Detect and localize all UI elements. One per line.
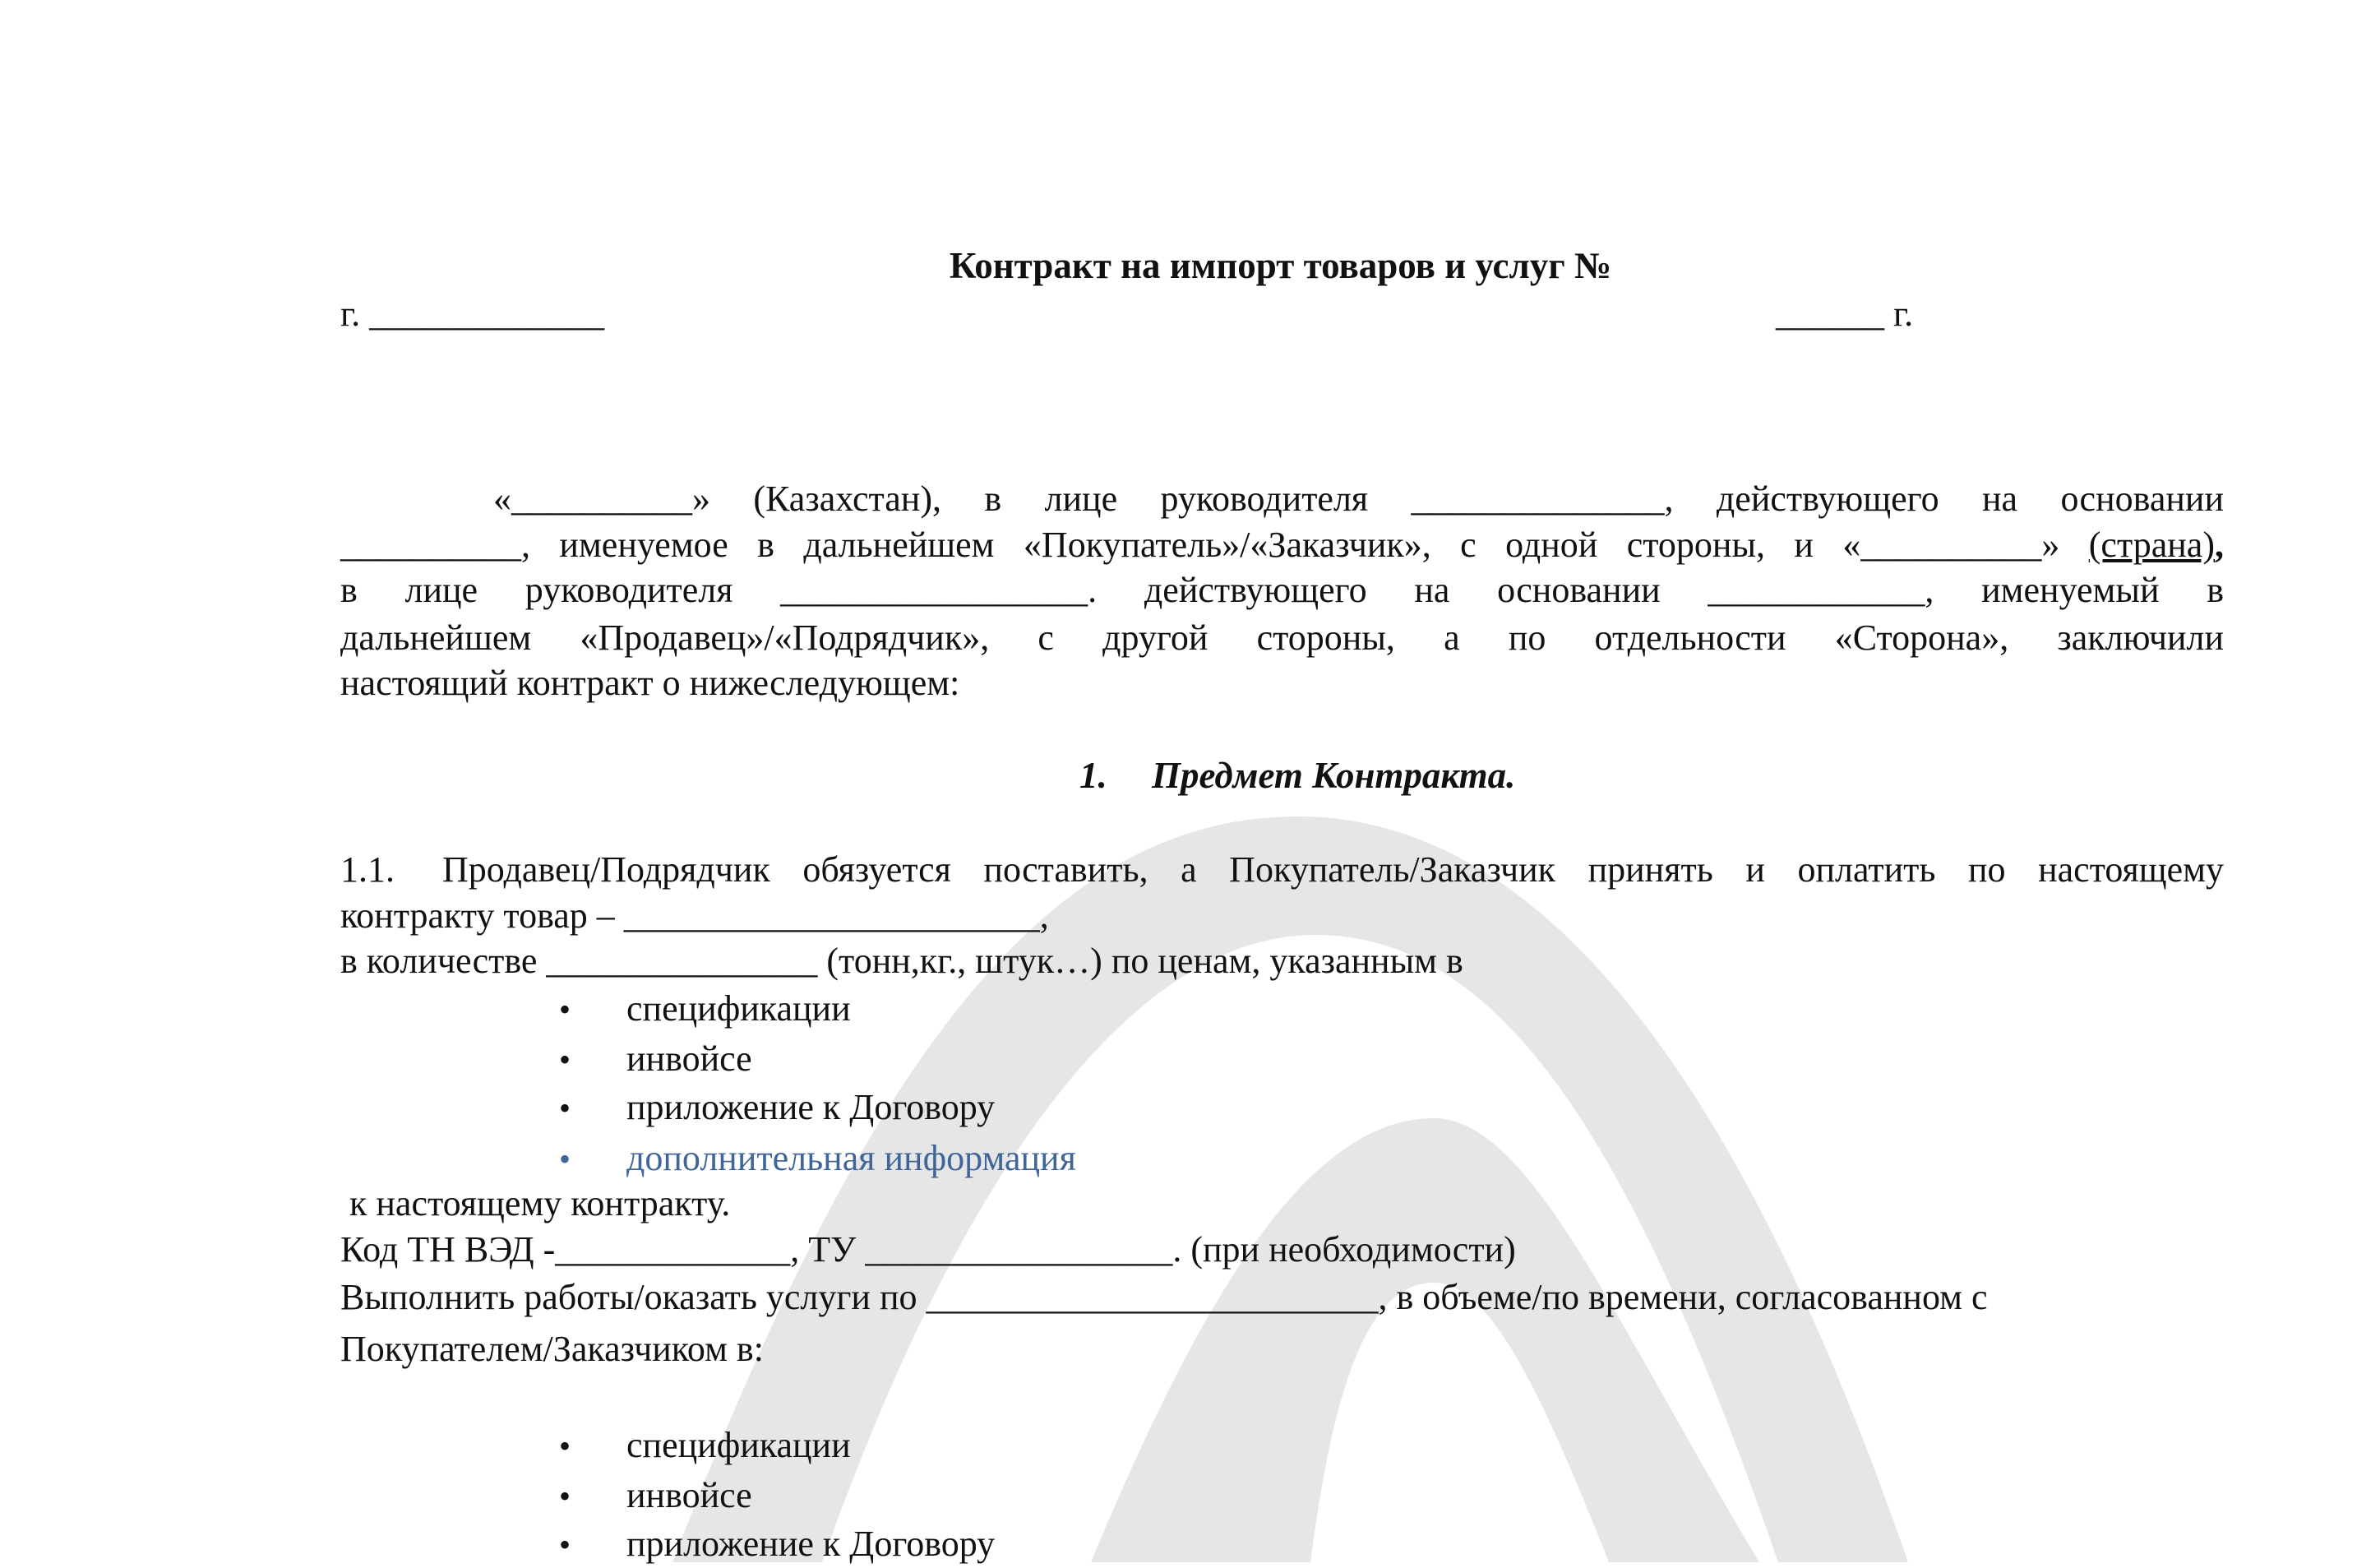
bullet-icon: • [559,1478,571,1515]
preamble-line-2 [340,522,2224,568]
bullet-icon: • [559,1089,571,1126]
bullet-icon: • [559,1427,571,1464]
clause-1-1-text-1: Продавец/Подрядчик обязуется поставить, а Покупатель/Заказчик принять и оплатить по настоящему [442,849,2224,890]
bullet-icon: • [559,1140,571,1177]
bullet-icon: • [559,991,571,1028]
works-line: Выполнить работы/оказать услуги по _________________________, в объеме/по времени, согласованном с [340,1277,1988,1317]
preamble-text-2c: , [2215,525,2224,565]
list-1-item-highlighted [559,1136,1076,1182]
works-line-2: Покупателем/Заказчиком в: [340,1329,764,1369]
preamble-line-4: дальнейшем «Продавец»/«Подрядчик», с другой стороны, а по отдельности «Сторона», заключили [340,617,2224,658]
section-1-heading [1079,752,1515,798]
preamble-text-1: «__________» (Казахстан), в лице руководителя ______________, действующего на основании [493,479,2224,519]
list-2-item-text: инвойсе [626,1475,752,1515]
list-1-item [559,986,851,1033]
list-2-item-text: приложение к Договору [626,1524,996,1564]
preamble-text-2a: __________, именуемое в дальнейшем «Покупатель»/«Заказчик», с одной стороны, и «__________» [340,525,2089,565]
list-2-item [559,1422,851,1469]
document-title: Контракт на импорт товаров и услуг № [949,245,1612,286]
section-1-number: 1. [1079,755,1107,796]
list-1-item-text: спецификации [626,988,851,1029]
clause-1-1-line-1 [340,847,2224,893]
list-2-item-text: спецификации [626,1425,851,1465]
after-list-1-text: к настоящему контракту. [340,1183,731,1223]
preamble-line-3: в лице руководителя _________________. действующего на основании ____________, именуемый в [340,570,2224,610]
section-1-title: Предмет Контракта. [1152,755,1516,796]
bullet-icon: • [559,1526,571,1563]
preamble-line-1 [340,476,2224,522]
list-1-item-text: приложение к Договору [626,1087,996,1127]
list-1-item-text: дополнительная информация [626,1138,1076,1178]
city-field: г. _____________ [340,294,605,334]
list-1-item [559,1085,995,1131]
list-2-item [559,1521,995,1568]
preamble-line-5: настоящий контракт о нижеследующем: [340,663,960,703]
bullet-icon: • [559,1041,571,1078]
clause-1-1-number: 1.1. [340,849,395,890]
preamble-country-placeholder: (страна) [2088,525,2215,565]
clause-1-1-line-3: в количестве _______________ (тонн,кг., штук…) по ценам, указанным в [340,941,1463,981]
tn-ved-code-line: Код ТН ВЭД -_____________, ТУ _________________. (при необходимости) [340,1229,1516,1270]
list-1-item [559,1036,752,1083]
clause-1-1-line-2: контракту товар – _______________________, [340,895,1049,936]
list-2-item [559,1473,752,1519]
list-1-item-text: инвойсе [626,1038,752,1079]
date-field: ______ г. [1776,294,1914,334]
